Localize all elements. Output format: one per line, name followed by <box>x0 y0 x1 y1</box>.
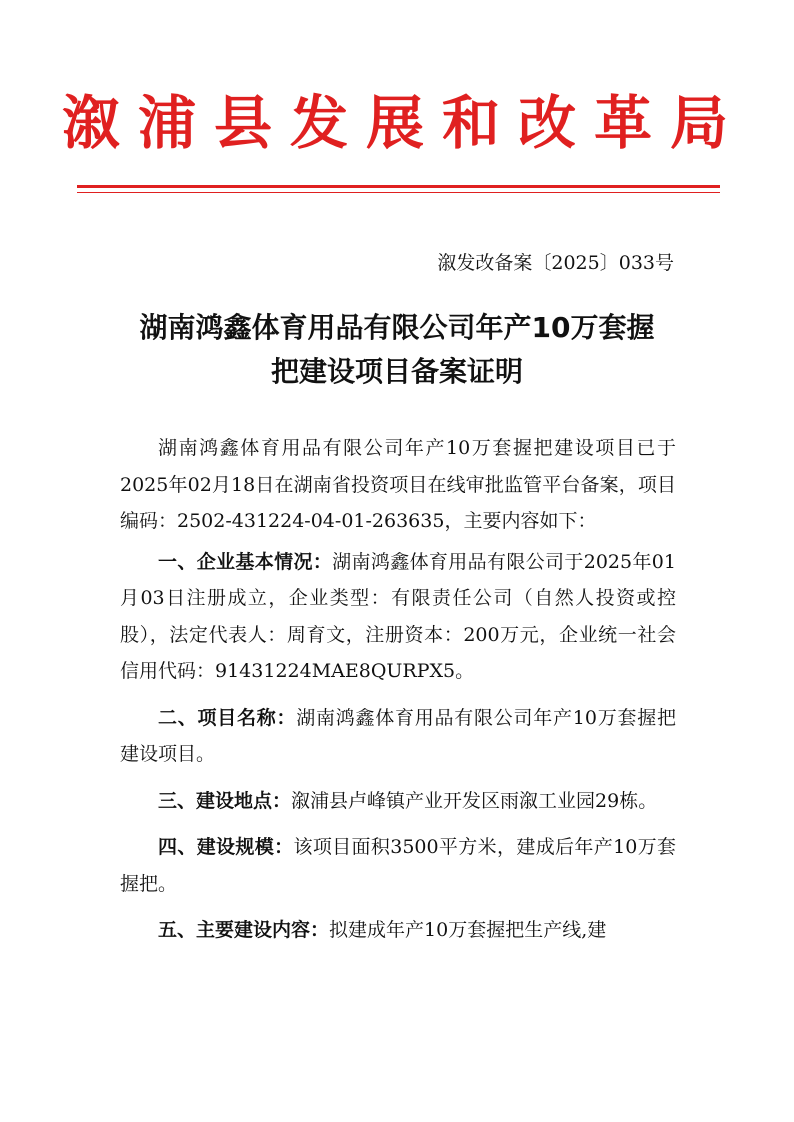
section-project-name <box>120 700 676 773</box>
section-text: 该项目面积3500平方米，建成后年产10万套握把。 <box>120 836 676 895</box>
document-number: 溆发改备案〔2025〕033号 <box>437 252 674 274</box>
title-line-2: 把建设项目备案证明 <box>270 355 523 388</box>
section-heading: 四、建设规模： <box>158 836 294 858</box>
section-text: 湖南鸿鑫体育用品有限公司年产10万套握把建设项目。 <box>120 706 676 765</box>
document-body <box>120 430 676 959</box>
masthead-rule-thin <box>77 192 720 193</box>
section-text: 拟建成年产10万套握把生产线,建 <box>329 919 607 941</box>
org-masthead: 溆浦县发展和改革局 <box>61 89 746 157</box>
masthead-rule-thick <box>77 185 720 188</box>
section-scale <box>120 829 676 902</box>
intro-paragraph: 湖南鸿鑫体育用品有限公司年产10万套握把建设项目已于2025年02月18日在湖南省投资项目在线审批监管平台备案，项目编码：2502-431224-04-01-263635，主要内容如下： <box>120 437 676 532</box>
section-heading: 一、企业基本情况： <box>158 550 333 573</box>
section-location <box>120 783 676 820</box>
section-content <box>120 912 676 949</box>
document-title <box>100 306 694 394</box>
section-heading: 三、建设地点： <box>158 789 292 812</box>
section-heading: 二、项目名称： <box>158 706 297 729</box>
section-enterprise-info <box>120 544 676 690</box>
title-line-1: 湖南鸿鑫体育用品有限公司年产10万套握 <box>139 311 655 344</box>
section-heading: 五、主要建设内容： <box>158 919 330 941</box>
section-text: 溆浦县卢峰镇产业开发区雨溆工业园29栋。 <box>291 789 658 812</box>
section-text: 湖南鸿鑫体育用品有限公司于2025年01月03日注册成立，企业类型：有限责任公司（自然人投资或控股），法定代表人：周育文，注册资本：200万元，企业统一社会信用代码：91431224MAE8QURPX5。 <box>120 550 676 682</box>
